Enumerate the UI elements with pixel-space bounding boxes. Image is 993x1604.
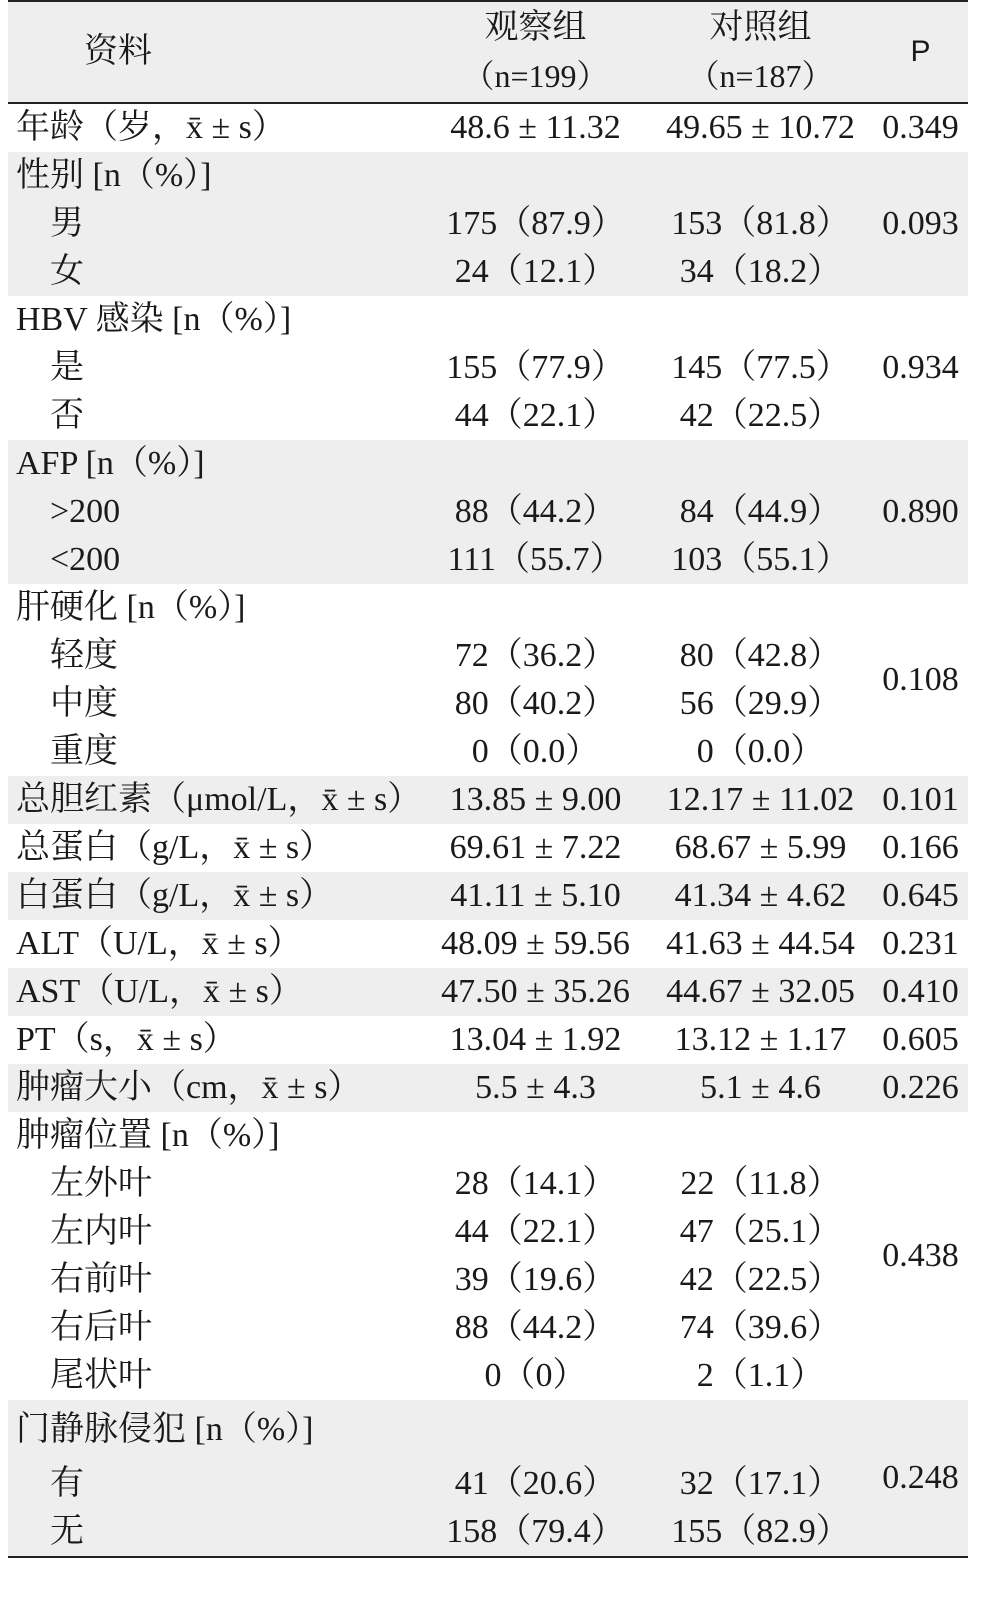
table-row-group: [8, 776, 968, 824]
table-row: [8, 1400, 873, 1460]
observation-value: [423, 584, 648, 632]
p-value: 0.410: [882, 973, 959, 1010]
observation-value: 111（55.7）: [447, 541, 624, 578]
table-row: [8, 680, 873, 728]
table-row: [8, 1016, 873, 1064]
row-label: 门静脉侵犯 [n（%）]: [16, 1411, 314, 1448]
observation-value: 0（0.0）: [471, 733, 600, 770]
table-body: [8, 104, 968, 1558]
observation-value: 13.85 ± 9.00: [449, 781, 622, 818]
row-label: 女: [50, 253, 84, 290]
control-value: 2（1.1）: [696, 1357, 825, 1394]
observation-value: 44（22.1）: [454, 397, 617, 434]
control-value: 153（81.8）: [671, 205, 850, 242]
observation-value: [423, 440, 648, 488]
p-value: 0.934: [882, 349, 959, 386]
observation-group-n: （n=199）: [462, 58, 609, 94]
table-row-group: [8, 584, 968, 776]
table-row: [8, 1064, 873, 1112]
control-value: [648, 1112, 873, 1160]
control-value: 155（82.9）: [671, 1513, 850, 1550]
header-label: 资料: [84, 33, 152, 70]
observation-value: 158（79.4）: [446, 1513, 625, 1550]
control-value: 56（29.9）: [679, 685, 842, 722]
table-row: [8, 1460, 873, 1508]
control-group-n: （n=187）: [687, 58, 834, 94]
observation-value: 88（44.2）: [454, 493, 617, 530]
control-value: 41.34 ± 4.62: [674, 877, 847, 914]
observation-value: 48.09 ± 59.56: [441, 925, 630, 962]
table-row: [8, 248, 873, 296]
table-row-group: [8, 968, 968, 1016]
control-value: [648, 440, 873, 488]
table-row: [8, 824, 873, 872]
p-value: 0.645: [882, 877, 959, 914]
control-value: 49.65 ± 10.72: [666, 109, 855, 146]
row-label: >200: [50, 493, 121, 530]
row-label: 性别 [n（%）]: [16, 157, 212, 194]
observation-value: 28（14.1）: [454, 1165, 617, 1202]
row-label: AFP [n（%）]: [16, 445, 205, 482]
table-row: [8, 1304, 873, 1352]
table-row: [8, 1352, 873, 1400]
control-value: [648, 1400, 873, 1460]
row-label: 肿瘤大小（cm，x̄ ± s）: [16, 1069, 362, 1106]
observation-group-name: 观察组: [484, 9, 587, 46]
table-row: [8, 1112, 873, 1160]
table-row: [8, 1208, 873, 1256]
observation-value: [423, 152, 648, 200]
table-row: [8, 392, 873, 440]
observation-value: [423, 296, 648, 344]
table-row-group: [8, 824, 968, 872]
table-row: [8, 152, 873, 200]
observation-value: 155（77.9）: [446, 349, 625, 386]
observation-value: [423, 1400, 648, 1460]
table-row: [8, 1160, 873, 1208]
table-row: [8, 968, 873, 1016]
data-table: [8, 0, 968, 1558]
table-row: [8, 1508, 873, 1556]
table-row: [8, 440, 873, 488]
control-value: 80（42.8）: [679, 637, 842, 674]
observation-value: 88（44.2）: [454, 1309, 617, 1346]
row-label: 重度: [50, 733, 118, 770]
table-row-group: [8, 1400, 968, 1558]
row-label: 无: [50, 1513, 84, 1550]
observation-value: 41.11 ± 5.10: [450, 877, 621, 914]
header-p-value: P: [910, 35, 931, 68]
observation-value: 0（0）: [484, 1357, 587, 1394]
control-group-name: 对照组: [709, 9, 812, 46]
p-value: 0.231: [882, 925, 959, 962]
control-value: [648, 584, 873, 632]
control-value: 47（25.1）: [679, 1213, 842, 1250]
observation-value: 41（20.6）: [454, 1465, 617, 1502]
control-value: [648, 152, 873, 200]
row-label: 有: [50, 1465, 84, 1502]
table-row: [8, 776, 873, 824]
control-value: 103（55.1）: [671, 541, 850, 578]
control-value: 68.67 ± 5.99: [674, 829, 847, 866]
p-value: 0.248: [882, 1459, 959, 1496]
row-label: 年龄（岁，x̄ ± s）: [16, 109, 286, 146]
table-row: [8, 632, 873, 680]
observation-value: 24（12.1）: [454, 253, 617, 290]
p-value: 0.438: [882, 1237, 959, 1274]
row-label: 中度: [50, 685, 118, 722]
row-label: HBV 感染 [n（%）]: [16, 301, 292, 338]
table-row: [8, 728, 873, 776]
row-label: 轻度: [50, 637, 118, 674]
table-header: [8, 0, 968, 104]
row-label: PT（s，x̄ ± s）: [16, 1021, 237, 1058]
observation-value: 80（40.2）: [454, 685, 617, 722]
row-label: 肝硬化 [n（%）]: [16, 589, 246, 626]
row-label: ALT（U/L，x̄ ± s）: [16, 925, 302, 962]
control-value: 5.1 ± 4.6: [700, 1069, 821, 1106]
table-row-group: [8, 872, 968, 920]
p-value: 0.166: [882, 829, 959, 866]
control-value: 74（39.6）: [679, 1309, 842, 1346]
table-row: [8, 296, 873, 344]
observation-value: 47.50 ± 35.26: [441, 973, 630, 1010]
p-value: 0.349: [882, 109, 959, 146]
row-label: 左外叶: [50, 1165, 152, 1202]
row-label: AST（U/L，x̄ ± s）: [16, 973, 303, 1010]
table-row: [8, 584, 873, 632]
row-label: 左内叶: [50, 1213, 152, 1250]
table-row: [8, 536, 873, 584]
observation-value: 48.6 ± 11.32: [450, 109, 621, 146]
control-value: 145（77.5）: [671, 349, 850, 386]
table-row-group: [8, 296, 968, 440]
header-control-group: [648, 4, 873, 100]
control-value: 34（18.2）: [679, 253, 842, 290]
observation-value: 69.61 ± 7.22: [449, 829, 622, 866]
table-row: [8, 200, 873, 248]
observation-value: [423, 1112, 648, 1160]
table-row: [8, 920, 873, 968]
row-label: 右后叶: [50, 1309, 152, 1346]
table-row: [8, 872, 873, 920]
p-value: 0.226: [882, 1069, 959, 1106]
row-label: 男: [50, 205, 84, 242]
control-value: 42（22.5）: [679, 1261, 842, 1298]
table-row-group: [8, 1016, 968, 1064]
control-value: 12.17 ± 11.02: [666, 781, 855, 818]
row-label: 总蛋白（g/L，x̄ ± s）: [16, 829, 334, 866]
observation-value: 44（22.1）: [454, 1213, 617, 1250]
table-row: [8, 104, 873, 152]
row-label: 右前叶: [50, 1261, 152, 1298]
row-label: 尾状叶: [50, 1357, 152, 1394]
row-label: 肿瘤位置 [n（%）]: [16, 1117, 280, 1154]
observation-value: 39（19.6）: [454, 1261, 617, 1298]
p-value: 0.108: [882, 661, 959, 698]
p-value: 0.605: [882, 1021, 959, 1058]
p-value: 0.890: [882, 493, 959, 530]
table-row: [8, 1256, 873, 1304]
table-row-group: [8, 152, 968, 296]
table-row-group: [8, 104, 968, 152]
row-label: 否: [50, 397, 84, 434]
table-row: [8, 344, 873, 392]
control-value: 42（22.5）: [679, 397, 842, 434]
table-row: [8, 488, 873, 536]
control-value: 32（17.1）: [679, 1465, 842, 1502]
p-value: 0.101: [882, 781, 959, 818]
observation-value: 72（36.2）: [454, 637, 617, 674]
control-value: 44.67 ± 32.05: [666, 973, 855, 1010]
row-label: 总胆红素（μmol/L，x̄ ± s）: [16, 781, 422, 818]
observation-value: 5.5 ± 4.3: [475, 1069, 596, 1106]
table-row-group: [8, 920, 968, 968]
header-observation-group: [423, 4, 648, 100]
control-value: 84（44.9）: [679, 493, 842, 530]
table-row-group: [8, 440, 968, 584]
control-value: 41.63 ± 44.54: [666, 925, 855, 962]
table-row-group: [8, 1064, 968, 1112]
observation-value: 13.04 ± 1.92: [449, 1021, 622, 1058]
row-label: <200: [50, 541, 121, 578]
table-row-group: [8, 1112, 968, 1400]
row-label: 是: [50, 349, 84, 386]
row-label: 白蛋白（g/L，x̄ ± s）: [16, 877, 334, 914]
control-value: 22（11.8）: [680, 1165, 841, 1202]
observation-value: 175（87.9）: [446, 205, 625, 242]
control-value: 13.12 ± 1.17: [674, 1021, 847, 1058]
p-value: 0.093: [882, 205, 959, 242]
control-value: 0（0.0）: [696, 733, 825, 770]
control-value: [648, 296, 873, 344]
